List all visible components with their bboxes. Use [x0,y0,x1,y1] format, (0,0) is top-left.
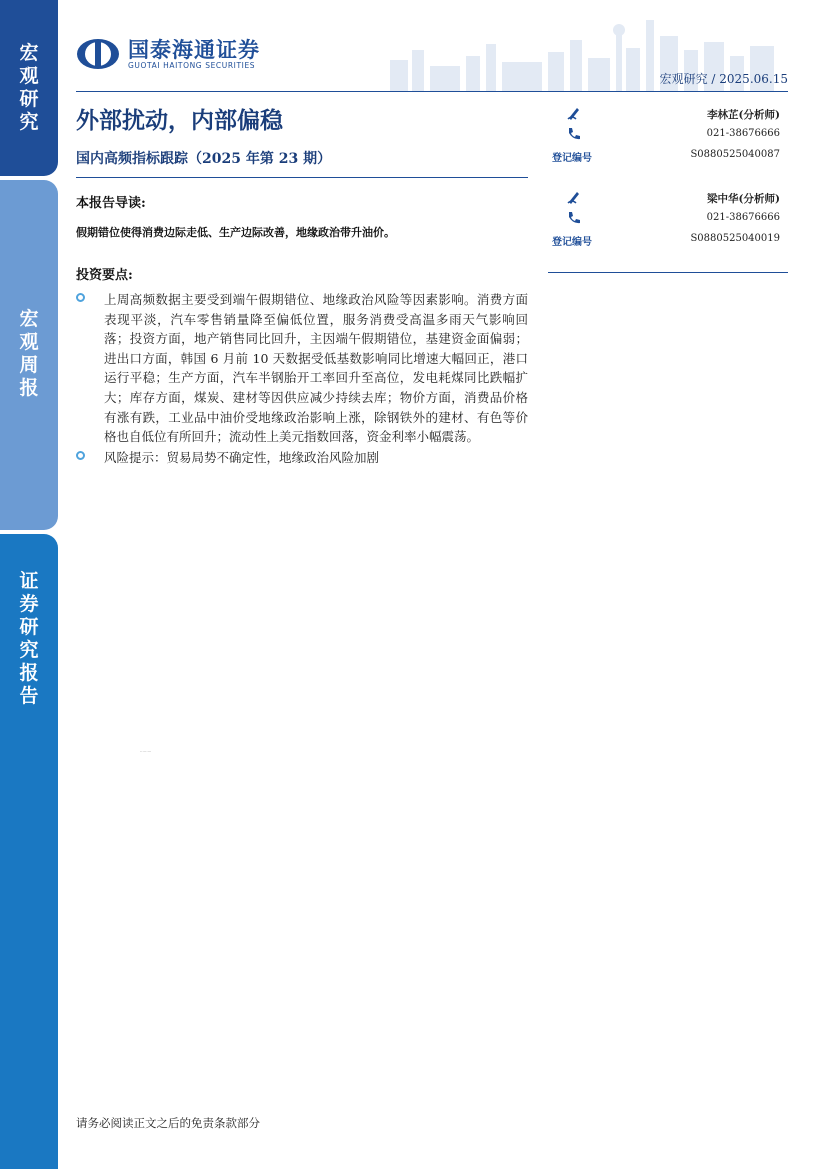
point-text: 风险提示：贸易局势不确定性，地缘政治风险加剧 [104,449,380,465]
registration-number: S0880525040019 [690,233,780,244]
side-tab-char: 究 [19,639,39,661]
pen-icon [566,105,582,121]
analyst-phone: 021-38676666 [706,128,780,139]
bullet-icon [76,451,85,460]
side-tab-char: 究 [19,111,39,133]
side-tab-char: 告 [19,685,39,707]
side-tab-macro-research [0,0,58,176]
logo-chinese-name: 国泰海通证券 [128,37,260,62]
report-title: 外部扰动，内部偏稳 [76,107,283,134]
analyst-phone: 021-38676666 [706,212,780,223]
side-tab-char: 观 [19,331,39,353]
phone-icon [566,210,582,226]
header-divider [76,91,788,92]
analyst-divider [548,272,788,273]
side-tab-char: 报 [19,662,39,684]
side-tab-char: 研 [19,88,39,110]
logo-english-name: GUOTAI HAITONG SECURITIES [128,60,256,70]
bullet-icon [76,293,85,302]
report-subtitle: 国内高频指标跟踪（2025 年第 23 期） [76,151,332,167]
registration-number: S0880525040087 [690,149,780,160]
side-tab-char: 周 [19,354,39,376]
side-tab-char: 券 [19,593,39,615]
side-tab-char: 研 [19,616,39,638]
report-category-date: 宏观研究 / 2025.06.15 [659,72,788,86]
disclaimer-note: 请务必阅读正文之后的免责条款部分 [76,1116,260,1130]
list-item [76,448,528,468]
analyst-card [548,104,788,167]
investment-points-list [76,290,528,468]
side-tab-char: 报 [19,377,39,399]
investment-points-heading: 投资要点: [76,268,133,283]
guide-text: 假期错位使得消费边际走低、生产边际改善，地缘政治带升油价。 [76,226,395,239]
title-divider [76,177,528,178]
phone-icon [566,126,582,142]
analyst-name: 梁中华(分析师) [707,193,780,205]
logo-mark-icon [76,38,120,70]
guide-heading: 本报告导读: [76,196,146,211]
analyst-card [548,188,788,251]
registration-label: 登记编号 [552,237,592,248]
point-text: 上周高频数据主要受到端午假期错位、地缘政治风险等因素影响。消费方面表现平淡，汽车零售销量降至偏低位置，服务消费受高温多雨天气影响回落；投资方面，地产销售同比回升，主因端午假期错位，基建资金面偏弱；进出口方面，韩国 6 月前 10 天数据受低基数影响同比增速大幅回正，港口运行平稳；生产方面，汽车半钢胎开工率回升至高位，发电耗煤同比跌幅扩大；库存方面，煤炭、建材等因供应减少持续去库；物价方面，消费品价格有涨有跌，工业品中油价受地缘政治影响上涨，除钢铁外的建材、有色等价格也自低位有所回升；流动性上美元指数回落，资金利率小幅震荡。 [104,292,528,445]
pen-icon [566,189,582,205]
company-logo [76,38,260,70]
list-item [76,290,528,447]
side-tab-char: 观 [19,65,39,87]
side-tab-char: 宏 [19,308,39,330]
side-tab-char: 宏 [19,42,39,64]
registration-label: 登记编号 [552,153,592,164]
analyst-name: 李林芷(分析师) [707,109,780,121]
side-tab-macro-weekly [0,180,58,530]
side-tab-securities-report [0,534,58,1169]
artifact-mark: ········· [140,749,152,754]
side-tab-char: 证 [19,570,39,592]
